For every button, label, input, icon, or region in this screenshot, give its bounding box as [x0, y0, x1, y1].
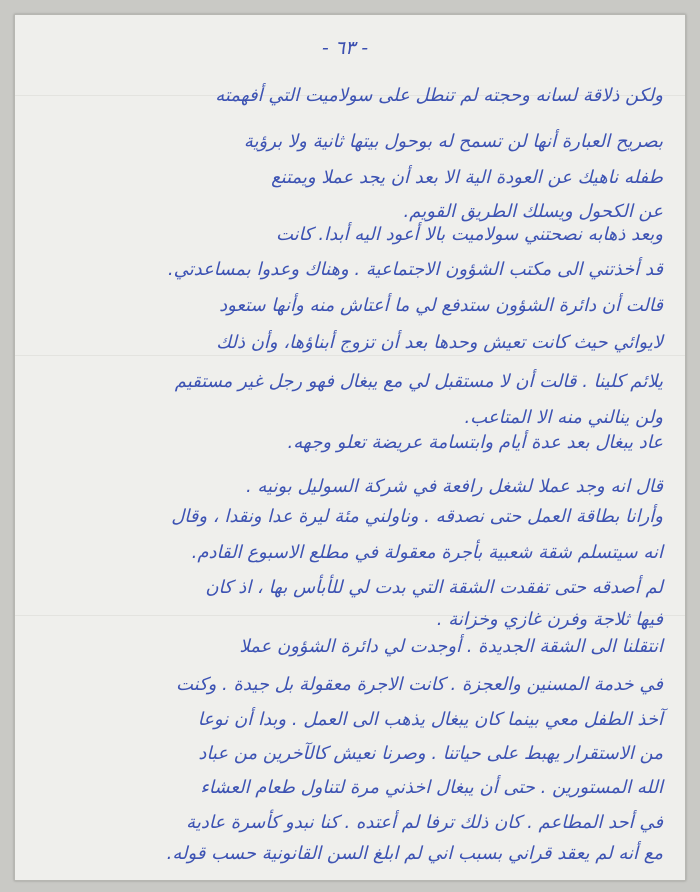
handwritten-line: في خدمة المسنين والعجزة . كانت الاجرة معقولة بل جيدة . وكنت	[175, 674, 663, 695]
paper-color-value	[15, 879, 16, 880]
handwritten-line: قالت أن دائرة الشؤون ستدفع لي ما أعتاش منه وأنها ستعود	[219, 295, 663, 316]
handwritten-line: ولن ينالني منه الا المتاعب.	[464, 407, 663, 428]
handwritten-line: عاد يبغال بعد عدة أيام وابتسامة عريضة تعلو وجهه.	[287, 432, 663, 453]
handwritten-line: طفله ناهيك عن العودة الية الا بعد أن يجد عملا ويمتنع	[271, 167, 663, 188]
manuscript-page	[14, 14, 686, 881]
handwritten-line: قال انه وجد عملا لشغل رافعة في شركة السوليل بونيه .	[245, 476, 663, 497]
handwritten-line: يلائم كلينا . قالت أن لا مستقبل لي مع يبغال فهو رجل غير مستقيم	[174, 371, 663, 392]
handwritten-line: الله المستورين . حتى أن يبغال اخذني مرة لتناول طعام العشاء	[200, 777, 663, 798]
handwritten-line: انتقلنا الى الشقة الجديدة . أوجدت لي دائرة الشؤون عملا	[239, 636, 663, 657]
handwritten-line: مع أنه لم يعقد قراني بسبب اني لم ابلغ السن القانونية حسب قوله.	[166, 843, 663, 864]
handwritten-line: في أحد المطاعم . كان ذلك ترفا لم أعتده . كنا نبدو كأسرة عادية	[186, 812, 663, 833]
handwritten-line: وأرانا بطاقة العمل حتى نصدقه . وناولني مئة ليرة عدا ونقدا ، وقال	[171, 506, 663, 527]
handwritten-line: ولكن ذلاقة لسانه وحجته لم تنطل على سولاميت التي أفهمته	[215, 85, 663, 106]
handwritten-line: بصريح العبارة أنها لن تسمح له بوحول بيتها ثانية ولا برؤية	[243, 131, 663, 152]
page-number: - ٦٣ -	[321, 37, 369, 59]
handwritten-line: من الاستقرار يهبط على حياتنا . وصرنا نعيش كالآخرين من عباد	[198, 743, 663, 764]
handwritten-line: وبعد ذهابه نصحتني سولاميت بالا أعود اليه أبدا. كانت	[275, 224, 663, 245]
handwritten-line: انه سيتسلم شقة شعبية بأجرة معقولة في مطلع الاسبوع القادم.	[191, 542, 663, 563]
handwritten-line: فيها ثلاجة وفرن غازي وخزانة .	[436, 609, 663, 630]
handwritten-line: لم أصدقه حتى تفقدت الشقة التي بدت لي للأبأس بها ، اذ كان	[205, 577, 663, 598]
handwritten-line: عن الكحول ويسلك الطريق القويم.	[403, 201, 663, 222]
handwritten-line: قد أخذتني الى مكتب الشؤون الاجتماعية . وهناك وعدوا بمساعدتي.	[167, 259, 663, 280]
handwritten-line: آخذ الطفل معي بينما كان يبغال يذهب الى العمل . وبدا أن نوعا	[197, 709, 663, 730]
handwritten-line: لايوائي حيث كانت تعيش وحدها بعد أن تزوج أبناؤها، وأن ذلك	[216, 332, 663, 353]
